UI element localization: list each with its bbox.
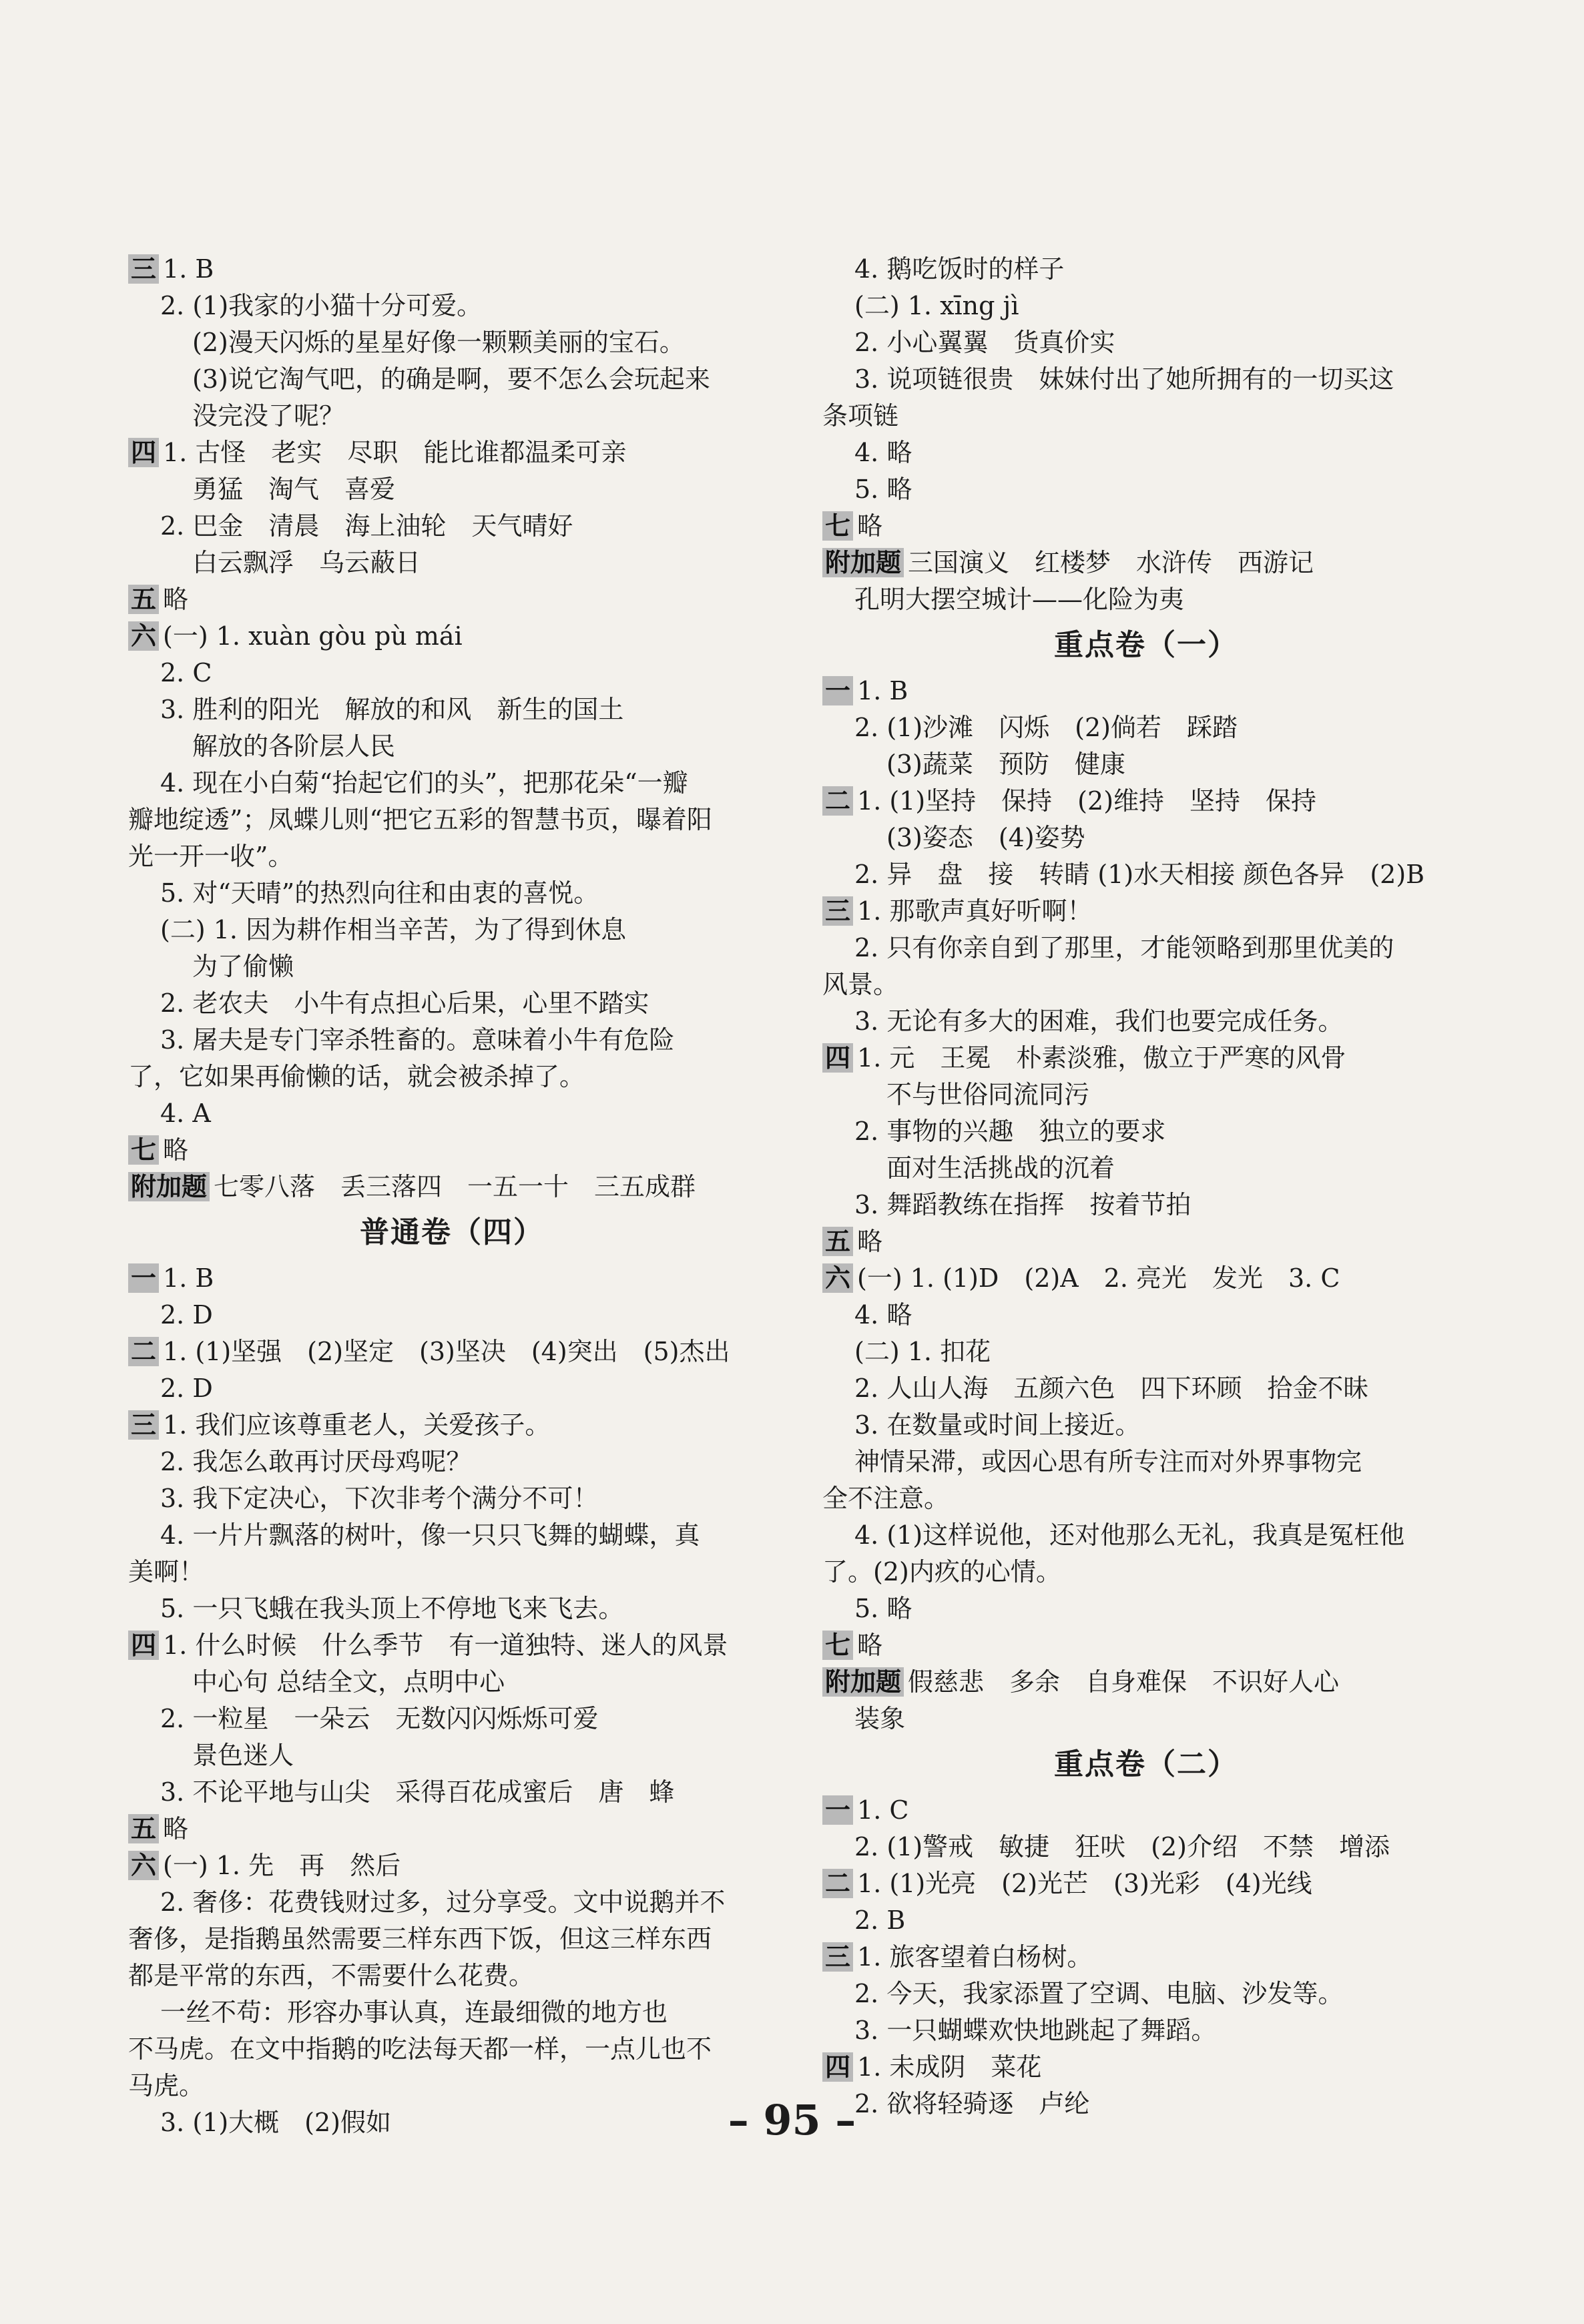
answer-line bbox=[822, 1297, 1470, 1334]
answer-line bbox=[822, 1040, 1470, 1077]
answer-line bbox=[822, 856, 1470, 893]
right-column bbox=[822, 251, 1470, 2122]
question-number: 1. bbox=[163, 438, 196, 467]
answer-line bbox=[822, 1517, 1470, 1554]
answer-text: 没完没了呢？ bbox=[192, 401, 345, 430]
question-number: 3. bbox=[854, 1190, 887, 1219]
question-number: 3. bbox=[854, 2016, 887, 2045]
section-tag: 一 bbox=[822, 1795, 853, 1825]
question-number: 2. bbox=[160, 1300, 193, 1330]
question-number: 1. bbox=[857, 676, 890, 705]
answer-text: 因为耕作相当辛苦，为了得到休息 bbox=[246, 915, 627, 944]
answer-text: 孔明大摆空城计——化险为夷 bbox=[854, 585, 1185, 614]
answer-line bbox=[128, 1059, 776, 1095]
answer-line bbox=[128, 1590, 776, 1627]
answer-text: (1)这样说他，还对他那么无礼，我真是冤枉他 bbox=[886, 1520, 1405, 1550]
answer-text: (3)说它淘气吧，的确是啊，要不怎么会玩起来 bbox=[192, 364, 710, 394]
section-tag: 六 bbox=[822, 1263, 853, 1293]
answer-line bbox=[822, 288, 1470, 324]
answer-line bbox=[128, 1627, 776, 1664]
answer-text: 略 bbox=[886, 438, 912, 467]
question-number: 1. bbox=[163, 1410, 196, 1440]
answer-line bbox=[822, 545, 1470, 581]
answer-text: xīng jì bbox=[940, 291, 1019, 320]
answer-text: 光一开一收”。 bbox=[128, 842, 294, 871]
answer-text: 旅客望着白杨树。 bbox=[889, 1942, 1093, 1972]
answer-line bbox=[128, 1297, 776, 1334]
answer-text: 一丝不苟：形容办事认真，连最细微的地方也 bbox=[160, 1998, 668, 2027]
section-tag: 七 bbox=[128, 1135, 159, 1165]
question-number: 3. bbox=[160, 1025, 193, 1055]
answer-line bbox=[128, 1664, 776, 1701]
answer-text: 无论有多大的困难，我们也要完成任务。 bbox=[886, 1006, 1344, 1036]
section-tag: 三 bbox=[822, 896, 853, 926]
answer-text: 为了偷懒 bbox=[192, 952, 294, 981]
answer-text: 马虎。 bbox=[128, 2071, 205, 2100]
answer-line bbox=[822, 1260, 1470, 1297]
answer-line bbox=[128, 1847, 776, 1884]
section-tag: 四 bbox=[822, 1043, 853, 1073]
answer-line bbox=[822, 1829, 1470, 1865]
answer-text: 人山人海 五颜六色 四下环顾 拾金不昧 bbox=[886, 1374, 1369, 1403]
answer-line bbox=[128, 765, 776, 802]
question-number: 4. bbox=[854, 1300, 887, 1330]
answer-text: 异 盘 接 转睛 (1)水天相接 颜色各异 (2)B bbox=[886, 860, 1425, 889]
answer-text: 现在小白菊“抬起它们的头”，把那花朵“一瓣 bbox=[192, 768, 688, 798]
answer-line bbox=[822, 2012, 1470, 2049]
answer-line bbox=[822, 930, 1470, 966]
answer-text: 一片片飘落的树叶，像一只只飞舞的蝴蝶，真 bbox=[192, 1520, 700, 1550]
question-number: 2. bbox=[854, 1979, 887, 2008]
answer-line bbox=[822, 434, 1470, 471]
section-tag: 五 bbox=[128, 1814, 159, 1843]
answer-text: (1)沙滩 闪烁 (2)倘若 踩踏 bbox=[886, 713, 1238, 742]
answer-text: (1)光亮 (2)光芒 (3)光彩 (4)光线 bbox=[889, 1869, 1312, 1898]
answer-line bbox=[822, 1554, 1470, 1590]
answer-text: 了，它如果再偷懒的话，就会被杀掉了。 bbox=[128, 1062, 585, 1091]
answer-text: D bbox=[192, 1300, 213, 1330]
answer-text: (1)警戒 敏捷 狂吠 (2)介绍 不禁 增添 bbox=[886, 1832, 1390, 1861]
question-number: 1. bbox=[910, 1263, 943, 1293]
question-number: 1. bbox=[163, 254, 196, 284]
answer-text: 小心翼翼 货真价实 bbox=[886, 328, 1115, 357]
answer-text: 白云飘浮 乌云蔽日 bbox=[192, 548, 421, 577]
answer-line bbox=[128, 1407, 776, 1444]
answer-line bbox=[128, 1884, 776, 1921]
answer-line bbox=[822, 783, 1470, 820]
answer-text: (1)大概 (2)假如 bbox=[192, 2108, 391, 2137]
answer-text: 略 bbox=[857, 511, 883, 541]
question-number: 5. bbox=[160, 1594, 193, 1623]
answer-text: 鹅吃饭时的样子 bbox=[886, 254, 1065, 284]
section-tag: 六 bbox=[128, 621, 159, 651]
answer-line bbox=[822, 1003, 1470, 1040]
answer-line bbox=[128, 434, 776, 471]
answer-line bbox=[822, 508, 1470, 545]
question-number: 1. bbox=[857, 786, 890, 816]
answer-line bbox=[822, 251, 1470, 288]
answer-line bbox=[822, 966, 1470, 1003]
answer-line bbox=[128, 985, 776, 1022]
question-number: 2. bbox=[160, 511, 193, 541]
answer-text: 略 bbox=[886, 475, 912, 504]
answer-text: 勇猛 淘气 喜爱 bbox=[192, 475, 396, 504]
answer-line bbox=[822, 1407, 1470, 1444]
answer-line bbox=[822, 1077, 1470, 1113]
answer-line bbox=[128, 2031, 776, 2068]
answer-line bbox=[822, 1444, 1470, 1480]
answer-text: 说项链很贵 妹妹付出了她所拥有的一切买这 bbox=[886, 364, 1394, 394]
answer-line bbox=[822, 2049, 1470, 2086]
question-number: 1. bbox=[216, 621, 249, 651]
answer-text: 今天，我家添置了空调、电脑、沙发等。 bbox=[886, 1979, 1344, 2008]
answer-line bbox=[822, 1664, 1470, 1701]
section-tag: 二 bbox=[128, 1337, 159, 1366]
answer-line bbox=[822, 324, 1470, 361]
section-tag: 二 bbox=[822, 1869, 853, 1898]
answer-text: 中心句 总结全文，点明中心 bbox=[192, 1667, 505, 1697]
answer-text: (一) bbox=[163, 1851, 216, 1880]
answer-line bbox=[822, 1902, 1470, 1939]
section-tag: 五 bbox=[128, 585, 159, 614]
answer-text: 奢侈：花费钱财过多，过分享受。文中说鹅并不 bbox=[192, 1887, 726, 1917]
answer-text: 全不注意。 bbox=[822, 1484, 950, 1513]
section-title: 重点卷（二） bbox=[1054, 1747, 1238, 1781]
answer-line bbox=[128, 1260, 776, 1297]
answer-text: 解放的各阶层人民 bbox=[192, 732, 396, 761]
answer-text: 瓣地绽透”；凤蝶儿则“把它五彩的智慧书页，曝着阳 bbox=[128, 805, 712, 834]
answer-text: 屠夫是专门宰杀牲畜的。意味着小牛有危险 bbox=[192, 1025, 675, 1055]
question-number: 2. bbox=[160, 1374, 193, 1403]
question-number: 2. bbox=[854, 1906, 887, 1935]
answer-line bbox=[128, 471, 776, 508]
answer-line bbox=[822, 1187, 1470, 1223]
answer-text: 那歌声真好听啊！ bbox=[889, 896, 1093, 926]
answer-line bbox=[822, 1627, 1470, 1664]
answer-line bbox=[128, 838, 776, 875]
question-number: 3. bbox=[854, 1410, 887, 1440]
answer-text: 景色迷人 bbox=[192, 1741, 294, 1770]
answer-line bbox=[822, 1590, 1470, 1627]
answer-text: 七零八落 丢三落四 一五一十 三五成群 bbox=[214, 1172, 696, 1201]
answer-line bbox=[128, 1921, 776, 1958]
answer-text: 什么时候 什么季节 有一道独特、迷人的风景 bbox=[195, 1631, 728, 1660]
section-tag: 四 bbox=[128, 1631, 159, 1660]
question-number: 1. bbox=[216, 1851, 249, 1880]
answer-text: 我怎么敢再讨厌母鸡呢？ bbox=[192, 1447, 472, 1476]
question-number: 2. bbox=[854, 713, 887, 742]
section-tag: 一 bbox=[128, 1263, 159, 1293]
answer-text: 略 bbox=[857, 1227, 883, 1256]
answer-line bbox=[128, 1444, 776, 1480]
question-number: 4. bbox=[854, 254, 887, 284]
answer-text: (一) bbox=[163, 621, 216, 651]
question-number: 1. bbox=[857, 1795, 890, 1825]
question-number: 2. bbox=[160, 291, 193, 320]
answer-text: 风景。 bbox=[822, 970, 899, 999]
answer-line bbox=[128, 1994, 776, 2031]
page-number: – 95 – bbox=[728, 2096, 856, 2144]
answer-line bbox=[128, 251, 776, 288]
answer-text: 不马虎。在文中指鹅的吃法每天都一样，一点儿也不 bbox=[128, 2034, 712, 2064]
answer-text: B bbox=[889, 676, 908, 705]
answer-line bbox=[128, 545, 776, 581]
answer-text: 不与世俗同流同污 bbox=[886, 1080, 1090, 1109]
section-tag: 三 bbox=[128, 1410, 159, 1440]
question-number: 1. bbox=[857, 2052, 890, 2082]
answer-text: 在数量或时间上接近。 bbox=[886, 1410, 1141, 1440]
answer-text: 略 bbox=[163, 1135, 189, 1165]
answer-line bbox=[822, 1113, 1470, 1150]
answer-text: 奢侈，是指鹅虽然需要三样东西下饭，但这三样东西 bbox=[128, 1924, 712, 1954]
answer-line bbox=[822, 709, 1470, 746]
answer-text: C bbox=[889, 1795, 909, 1825]
answer-line bbox=[822, 893, 1470, 930]
answer-line bbox=[822, 1792, 1470, 1829]
section-tag: 三 bbox=[822, 1942, 853, 1972]
answer-text: 我下定决心，下次非考个满分不可！ bbox=[192, 1484, 599, 1513]
question-number: 3. bbox=[854, 1006, 887, 1036]
answer-text: 扣花 bbox=[940, 1337, 991, 1366]
section-tag: 附加题 bbox=[822, 1667, 904, 1697]
answer-line bbox=[128, 802, 776, 838]
answer-line bbox=[128, 508, 776, 545]
answer-text: (二) bbox=[854, 1337, 908, 1366]
question-number: 3. bbox=[160, 2108, 193, 2137]
answer-line bbox=[128, 1958, 776, 1994]
answer-text: (3)蔬菜 预防 健康 bbox=[886, 750, 1125, 779]
answer-line bbox=[822, 1223, 1470, 1260]
question-number: 2. bbox=[160, 1887, 193, 1917]
question-number: 1. bbox=[163, 1263, 196, 1293]
answer-line bbox=[822, 581, 1470, 618]
question-number: 1. bbox=[213, 915, 246, 944]
answer-line bbox=[128, 1811, 776, 1847]
question-number: 2. bbox=[854, 1832, 887, 1861]
section-tag: 附加题 bbox=[128, 1172, 210, 1201]
answer-text: 巴金 清晨 海上油轮 天气晴好 bbox=[192, 511, 573, 541]
answer-text: B bbox=[886, 1906, 906, 1935]
answer-line bbox=[128, 655, 776, 691]
answer-line bbox=[128, 691, 776, 728]
answer-line bbox=[128, 1480, 776, 1517]
answer-text: 一只飞蛾在我头顶上不停地飞来飞去。 bbox=[192, 1594, 624, 1623]
answer-line bbox=[128, 581, 776, 618]
answer-line bbox=[128, 398, 776, 434]
question-number: 1. bbox=[857, 1043, 890, 1073]
answer-text: 神情呆滞，或因心思有所专注而对外界事物完 bbox=[854, 1447, 1362, 1476]
answer-line bbox=[128, 912, 776, 948]
answer-line bbox=[128, 1737, 776, 1774]
section-tag: 附加题 bbox=[822, 548, 904, 577]
answer-line bbox=[128, 1334, 776, 1370]
question-number: 4. bbox=[854, 438, 887, 467]
question-number: 2. bbox=[160, 988, 193, 1018]
answer-line bbox=[822, 361, 1470, 398]
answer-text: 胜利的阳光 解放的和风 新生的国土 bbox=[192, 695, 624, 724]
answer-text: (1)坚强 (2)坚定 (3)坚决 (4)突出 (5)杰出 bbox=[195, 1337, 730, 1366]
section-tag: 五 bbox=[822, 1227, 853, 1256]
answer-text: 略 bbox=[886, 1300, 912, 1330]
answer-text: 一只蝴蝶欢快地跳起了舞蹈。 bbox=[886, 2016, 1217, 2045]
answer-line bbox=[128, 288, 776, 324]
answer-text: (2)漫天闪烁的星星好像一颗颗美丽的宝石。 bbox=[192, 328, 685, 357]
question-number: 1. bbox=[857, 896, 890, 926]
answer-text: 条项链 bbox=[822, 401, 899, 430]
answer-text: 略 bbox=[857, 1631, 883, 1660]
answer-text: xuàn gòu pù mái bbox=[248, 621, 463, 651]
question-number: 5. bbox=[854, 1594, 887, 1623]
question-number: 3. bbox=[160, 1777, 193, 1807]
section-tag: 四 bbox=[128, 438, 159, 467]
answer-text: B bbox=[195, 1263, 214, 1293]
answer-text: 未成阴 菜花 bbox=[889, 2052, 1042, 2082]
answer-line bbox=[822, 1480, 1470, 1517]
question-number: 1. bbox=[857, 1869, 890, 1898]
answer-line bbox=[128, 728, 776, 765]
answer-line bbox=[128, 1095, 776, 1132]
answer-text: D bbox=[192, 1374, 213, 1403]
answer-line bbox=[822, 471, 1470, 508]
answer-line bbox=[128, 1370, 776, 1407]
answer-line bbox=[128, 618, 776, 655]
answer-text: 元 王冕 朴素淡雅，傲立于严寒的风骨 bbox=[889, 1043, 1346, 1073]
answer-line bbox=[128, 1701, 776, 1737]
answer-line bbox=[822, 1939, 1470, 1976]
answer-line bbox=[822, 746, 1470, 783]
question-number: 2. bbox=[160, 658, 193, 687]
question-number: 4. bbox=[854, 1520, 887, 1550]
answer-line bbox=[822, 1865, 1470, 1902]
section-title: 普通卷（四） bbox=[360, 1215, 544, 1249]
answer-text: 略 bbox=[886, 1594, 912, 1623]
question-number: 1. bbox=[163, 1337, 196, 1366]
answer-line bbox=[822, 673, 1470, 709]
question-number: 2. bbox=[854, 1117, 887, 1146]
answer-line bbox=[822, 1150, 1470, 1187]
section-tag: 三 bbox=[128, 254, 159, 284]
answer-text: 事物的兴趣 独立的要求 bbox=[886, 1117, 1166, 1146]
answer-line bbox=[822, 1370, 1470, 1407]
answer-text: (二) bbox=[160, 915, 214, 944]
left-column bbox=[128, 251, 776, 2141]
answer-line bbox=[128, 1554, 776, 1590]
answer-text: (一) bbox=[857, 1263, 910, 1293]
answer-line bbox=[822, 398, 1470, 434]
answer-text: 装象 bbox=[854, 1704, 906, 1733]
question-number: 3. bbox=[854, 364, 887, 394]
answer-line bbox=[822, 1701, 1470, 1737]
section-tag: 七 bbox=[822, 1631, 853, 1660]
answer-text: 一粒星 一朵云 无数闪闪烁烁可爱 bbox=[192, 1704, 599, 1733]
question-number: 4. bbox=[160, 1520, 193, 1550]
answer-text: (3)姿态 (4)姿势 bbox=[886, 823, 1085, 852]
section-title: 重点卷（一） bbox=[1054, 628, 1238, 662]
question-number: 1. bbox=[907, 291, 941, 320]
question-number: 1. bbox=[163, 1631, 196, 1660]
question-number: 1. bbox=[907, 1337, 941, 1366]
question-number: 4. bbox=[160, 1099, 193, 1128]
answer-text: 只有你亲自到了那里，才能领略到那里优美的 bbox=[886, 933, 1394, 962]
answer-line bbox=[128, 1022, 776, 1059]
question-number: 1. bbox=[857, 1942, 890, 1972]
answer-line bbox=[128, 1132, 776, 1169]
question-number: 2. bbox=[854, 860, 887, 889]
question-number: 2. bbox=[160, 1704, 193, 1733]
answer-line bbox=[128, 361, 776, 398]
answer-text: 了。(2)内疚的心情。 bbox=[822, 1557, 1061, 1586]
answer-text: 美啊！ bbox=[128, 1557, 205, 1586]
answer-text: (1)坚持 保持 (2)维持 坚持 保持 bbox=[889, 786, 1317, 816]
section-tag: 七 bbox=[822, 511, 853, 541]
question-number: 2. bbox=[854, 933, 887, 962]
answer-text: 三国演义 红楼梦 水浒传 西游记 bbox=[908, 548, 1314, 577]
answer-line bbox=[128, 324, 776, 361]
question-number: 2. bbox=[854, 2089, 887, 2118]
question-number: 2. bbox=[854, 1374, 887, 1403]
answer-line bbox=[128, 948, 776, 985]
answer-text: 面对生活挑战的沉着 bbox=[886, 1153, 1115, 1183]
answer-line bbox=[128, 1517, 776, 1554]
answer-text: 我们应该尊重老人，关爱孩子。 bbox=[195, 1410, 551, 1440]
section-tag: 六 bbox=[128, 1851, 159, 1880]
question-number: 5. bbox=[854, 475, 887, 504]
answer-text: (1)D (2)A 2. 亮光 发光 3. C bbox=[943, 1263, 1340, 1293]
answer-text: 略 bbox=[163, 1814, 189, 1843]
question-number: 2. bbox=[854, 328, 887, 357]
answer-text: A bbox=[192, 1099, 211, 1128]
answer-text: 假慈悲 多余 自身难保 不识好人心 bbox=[908, 1667, 1340, 1697]
answer-line bbox=[822, 820, 1470, 856]
answer-text: 老农夫 小牛有点担心后果，心里不踏实 bbox=[192, 988, 649, 1018]
answer-text: 对“天晴”的热烈向往和由衷的喜悦。 bbox=[192, 878, 599, 908]
answer-line bbox=[128, 1774, 776, 1811]
answer-text: (1)我家的小猫十分可爱。 bbox=[192, 291, 483, 320]
answer-line bbox=[128, 1169, 776, 1205]
answer-text: 略 bbox=[163, 585, 189, 614]
answer-text: 舞蹈教练在指挥 按着节拍 bbox=[886, 1190, 1192, 1219]
answer-text: 古怪 老实 尽职 能比谁都温柔可亲 bbox=[195, 438, 627, 467]
answer-line bbox=[822, 1334, 1470, 1370]
answer-text: 先 再 然后 bbox=[248, 1851, 401, 1880]
question-number: 4. bbox=[160, 768, 193, 798]
answer-line bbox=[822, 1976, 1470, 2012]
question-number: 5. bbox=[160, 878, 193, 908]
answer-line bbox=[128, 875, 776, 912]
answer-text: 都是平常的东西，不需要什么花费。 bbox=[128, 1961, 535, 1990]
question-number: 3. bbox=[160, 1484, 193, 1513]
section-tag: 四 bbox=[822, 2052, 853, 2082]
answer-text: 欲将轻骑逐 卢纶 bbox=[886, 2089, 1090, 2118]
answer-text: C bbox=[192, 658, 212, 687]
section-tag: 二 bbox=[822, 786, 853, 816]
question-number: 3. bbox=[160, 695, 193, 724]
answer-text: (二) bbox=[854, 291, 908, 320]
answer-text: 不论平地与山尖 采得百花成蜜后 唐 蜂 bbox=[192, 1777, 675, 1807]
answer-text: B bbox=[195, 254, 214, 284]
section-tag: 一 bbox=[822, 676, 853, 705]
question-number: 2. bbox=[160, 1447, 193, 1476]
